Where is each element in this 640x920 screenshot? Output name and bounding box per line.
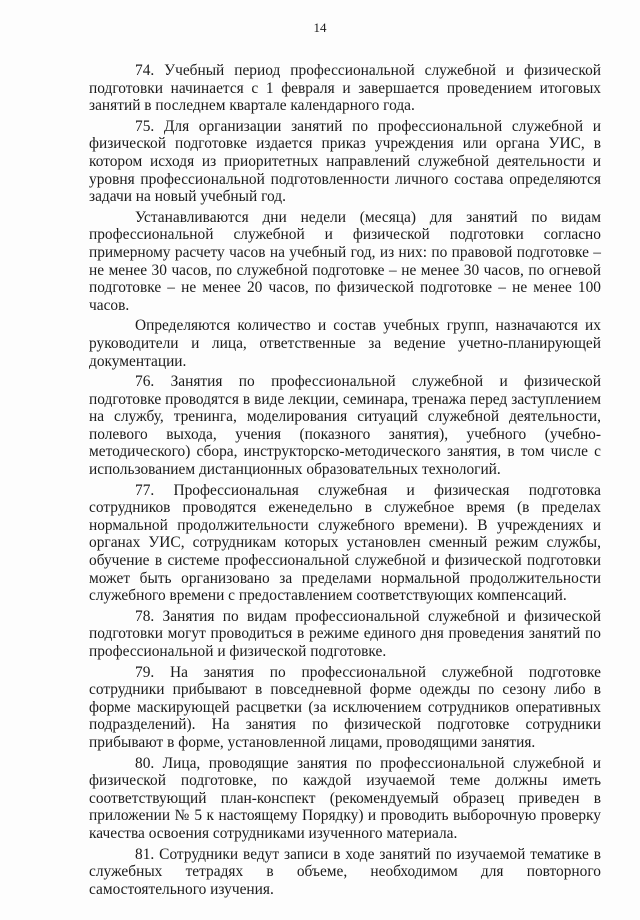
paragraph-77: 77. Профессиональная служебная и физическая подготовка сотрудников проводятся еженедельно в служебное время (в пределах нормальной продолжительности служебного времени). В учреждениях и органах УИС, сотрудникам которых установлен сменный режим службы, обучение в системе профессиональной служебной и физической подготовки может быть организовано за пределами нормальной продолжительности служебного времени с предоставлением соответствующих компенсаций. xyxy=(89,481,601,605)
paragraph-76: 76. Занятия по профессиональной служебной и физической подготовке проводятся в виде лекции, семинара, тренажа перед заступлением на службу, тренинга, моделирования ситуаций служебной деятельности, полевого выхода, учения (показного занятия), учебного (учебно-методического) сбора, инструкторско-методического занятия, в том числе с использованием дистанционных образовательных технологий. xyxy=(89,373,601,479)
paragraph-74: 74. Учебный период профессиональной служебной и физической подготовки начинается с 1 февраля и завершается проведением итоговых занятий в последнем квартале календарного года. xyxy=(89,62,601,115)
paragraph-75-groups: Определяются количество и состав учебных групп, назначаются их руководители и лица, ответственные за ведение учетно-планирующей документации. xyxy=(89,317,601,370)
paragraph-79: 79. На занятия по профессиональной служебной подготовке сотрудники прибывают в повседневной форме одежды по сезону либо в форме маскирующей расцветки (за исключением сотрудников оперативных подразделений). На занятия по физической подготовке сотрудники прибывают в форме, установленной лицами, проводящими занятия. xyxy=(89,663,601,751)
paragraph-81: 81. Сотрудники ведут записи в ходе занятий по изучаемой тематике в служебных тетрадях в объеме, необходимом для повторного самостоятельного изучения. xyxy=(89,845,601,898)
paragraph-75: 75. Для организации занятий по профессиональной служебной и физической подготовке издается приказ учреждения или органа УИС, в котором исходя из приоритетных направлений служебной деятельности и уровня профессиональной подготовленности личного состава определяются задачи на новый учебный год. xyxy=(89,117,601,206)
document-body xyxy=(89,62,601,901)
page-number: 14 xyxy=(313,20,327,35)
paragraph-80: 80. Лица, проводящие занятия по профессиональной служебной и физической подготовке, по каждой изучаемой теме должны иметь соответствующий план-конспект (рекомендуемый образец приведен в приложении № 5 к настоящему Порядку) и проводить выборочную проверку качества освоения сотрудниками изученного материала. xyxy=(89,754,601,842)
paragraph-78: 78. Занятия по видам профессиональной служебной и физической подготовки могут проводиться в режиме единого дня проведения занятий по профессиональной и физической подготовке. xyxy=(89,607,601,660)
paragraph-75-hours: Устанавливаются дни недели (месяца) для занятий по видам профессиональной служебной и физической подготовки согласно примерному расчету часов на учебный год, из них: по правовой подготовке – не менее 30 часов, по служебной подготовке – не менее 30 часов, по огневой подготовке – не менее 20 часов, по физической подготовке – не менее 100 часов. xyxy=(89,208,601,314)
